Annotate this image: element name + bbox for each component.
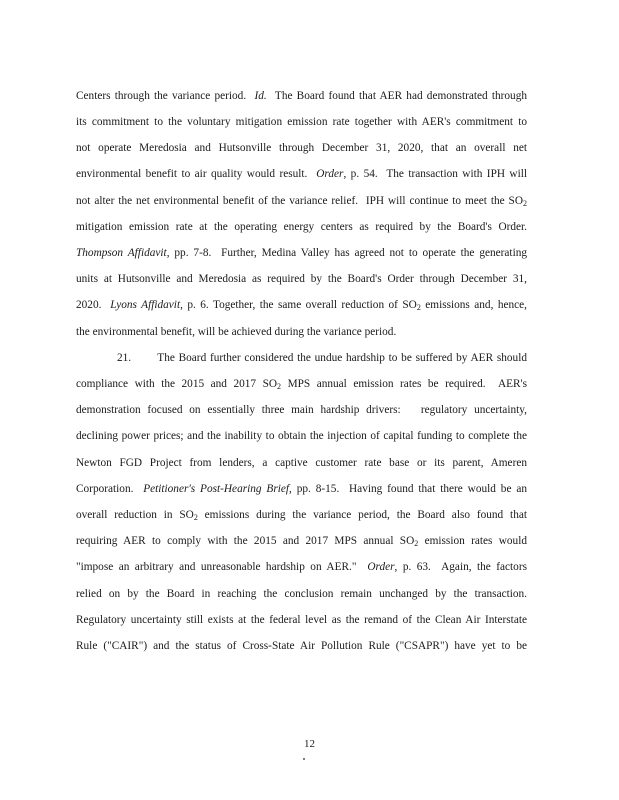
text-line: the environmental benefit, will be achieved during the variance period.	[76, 326, 397, 338]
text-line: units at Hutsonville and Meredosia as required by the Board's Order through December 31,	[76, 273, 527, 285]
scan-speck	[303, 758, 305, 760]
text-line: compliance with the 2015 and 2017 $SO_2$ MPS annual emission rates be required. AER's	[76, 378, 527, 391]
text-line: mitigation emission rate at the operating energy centers as required by the Board's Order.	[76, 221, 527, 233]
text-line: its commitment to the voluntary mitigation emission rate together with AER's commitment to	[76, 116, 527, 128]
text-line: Centers through the variance period. Id. The Board found that AER had demonstrated through	[76, 90, 527, 102]
text-line: declining power prices; and the inability to obtain the injection of capital funding to complete the	[76, 430, 527, 442]
text-line: 21. The Board further considered the undue hardship to be suffered by AER should	[117, 352, 527, 364]
text-line: overall reduction in $SO_2$ emissions during the variance period, the Board also found that	[76, 509, 527, 522]
text-line: "impose an arbitrary and unreasonable hardship on AER." Order, p. 63. Again, the factors	[76, 561, 527, 573]
text-line: requiring AER to comply with the 2015 and 2017 MPS annual $SO_2$ emission rates would	[76, 535, 527, 548]
text-line: not operate Meredosia and Hutsonville through December 31, 2020, that an overall net	[76, 142, 527, 154]
text-line: Rule ("CAIR") and the status of Cross-State Air Pollution Rule ("CSAPR") have yet to be	[76, 640, 527, 652]
text-line: Corporation. Petitioner's Post-Hearing Brief, pp. 8-15. Having found that there would be an	[76, 483, 527, 495]
text-line: Newton FGD Project from lenders, a captive customer rate base or its parent, Ameren	[76, 457, 527, 469]
text-line: relied on by the Board in reaching the conclusion remain unchanged by the transaction.	[76, 588, 527, 600]
text-line: Thompson Affidavit, pp. 7-8. Further, Medina Valley has agreed not to operate the generating	[76, 247, 527, 259]
text-line: 2020. Lyons Affidavit, p. 6. Together, the same overall reduction of $SO_2$ emissions and, hence,	[76, 299, 527, 312]
text-line: environmental benefit to air quality would result. Order, p. 54. The transaction with IPH will	[76, 168, 527, 180]
text-line: Regulatory uncertainty still exists at the federal level as the remand of the Clean Air Interstate	[76, 614, 527, 626]
text-line: demonstration focused on essentially three main hardship drivers: regulatory uncertainty,	[76, 404, 527, 416]
text-line: not alter the net environmental benefit of the variance relief. IPH will continue to meet the $SO_2$	[76, 195, 527, 208]
page-number: 12	[304, 738, 315, 750]
